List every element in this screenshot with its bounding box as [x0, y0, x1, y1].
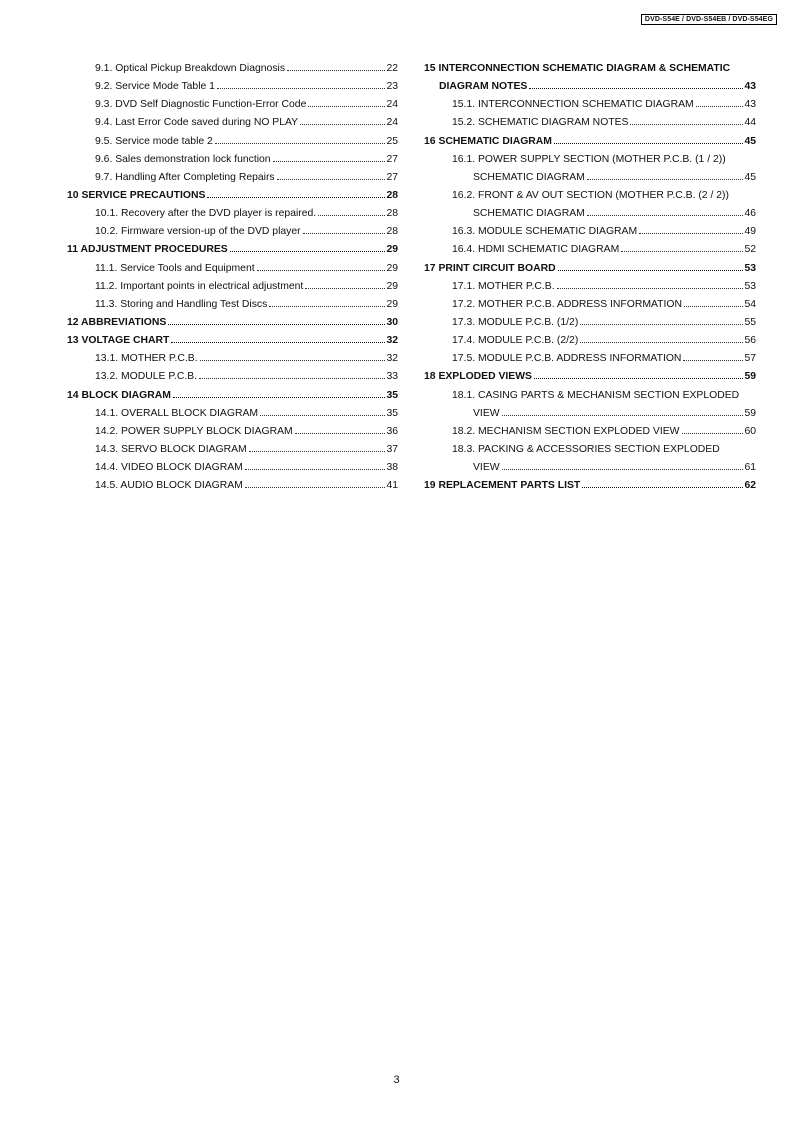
toc-entry-14-2-power-supply-block-diagram [67, 423, 398, 441]
toc-entry-18-2-mechanism-section-exploded-view [424, 423, 756, 441]
model-header: DVD-S54E / DVD-S54EB / DVD-S54EG [641, 14, 777, 25]
toc-entry-page: 28 [386, 208, 398, 220]
toc-entry-page: 61 [744, 462, 756, 474]
toc-entry-title: 18 EXPLODED VIEWS [424, 371, 532, 383]
toc-entry-title: 11.3. Storing and Handling Test Discs [95, 298, 268, 310]
toc-entry-page: 43 [744, 99, 756, 111]
dot-leader [554, 143, 743, 144]
toc-entry-17-4-module-p-c-b-2-2 [424, 332, 756, 350]
toc-entry-page: 29 [386, 280, 398, 292]
toc-entry-title: 17.5. MODULE P.C.B. ADDRESS INFORMATION [452, 353, 682, 365]
toc-entry-title: 14.3. SERVO BLOCK DIAGRAM [95, 443, 247, 455]
toc-entry-view [424, 405, 756, 423]
toc-entry-16-3-module-schematic-diagram [424, 223, 756, 241]
toc-entry-17-3-module-p-c-b-1-2 [424, 314, 756, 332]
toc-entry-page: 33 [386, 371, 398, 383]
toc-entry-title: 16.4. HDMI SCHEMATIC DIAGRAM [452, 244, 620, 256]
dot-leader [621, 251, 743, 252]
dot-leader [682, 433, 744, 434]
toc-entry-title: 9.2. Service Mode Table 1 [95, 81, 215, 93]
toc-entry-17-5-module-p-c-b-address-information [424, 350, 756, 368]
toc-entry-title: 13.2. MODULE P.C.B. [95, 371, 198, 383]
toc-entry-page: 36 [386, 425, 398, 437]
toc-entry-page: 23 [386, 81, 398, 93]
toc-entry-14-3-servo-block-diagram [67, 441, 398, 459]
toc-entry-page: 27 [386, 153, 398, 165]
toc-entry-16-2-front-av-out-section-mother-p-c-b-2-2 [424, 187, 756, 205]
toc-entry-15-1-interconnection-schematic-diagram [424, 96, 756, 114]
toc-entry-page: 41 [386, 480, 398, 492]
toc-entry-title: 9.4. Last Error Code saved during NO PLAY [95, 117, 299, 129]
toc-entry-page: 28 [386, 226, 398, 238]
toc-entry-title: 18.3. PACKING & ACCESSORIES SECTION EXPLODED [452, 443, 720, 455]
toc-entry-page: 32 [386, 353, 398, 365]
toc-entry-11-2-important-points-in-electrical-adjustment [67, 278, 398, 296]
dot-leader [217, 88, 385, 89]
toc-entry-16-schematic-diagram [424, 133, 756, 151]
toc-entry-17-2-mother-p-c-b-address-information [424, 296, 756, 314]
toc-entry-page: 25 [386, 135, 398, 147]
toc-entry-page: 59 [744, 407, 756, 419]
toc-entry-page: 60 [744, 425, 756, 437]
toc-entry-title: 13 VOLTAGE CHART [67, 335, 170, 347]
toc-entry-title: 9.7. Handling After Completing Repairs [95, 171, 275, 183]
toc-entry-10-1-recovery-after-the-dvd-player-is-repaired [67, 205, 398, 223]
toc-entry-page: 28 [386, 189, 398, 201]
toc-entry-page: 62 [744, 480, 756, 492]
dot-leader [277, 179, 386, 180]
toc-column-right [424, 60, 756, 495]
toc-entry-9-6-sales-demonstration-lock-function [67, 151, 398, 169]
toc-entry-page: 45 [744, 135, 756, 147]
toc-entry-page: 32 [386, 335, 398, 347]
dot-leader [287, 70, 385, 71]
toc-entry-title: 9.1. Optical Pickup Breakdown Diagnosis [95, 63, 286, 74]
toc-entry-title: VIEW [473, 407, 500, 419]
toc-entry-page: 38 [386, 462, 398, 474]
dot-leader [207, 197, 385, 198]
toc-entry-title: 18.2. MECHANISM SECTION EXPLODED VIEW [452, 425, 680, 437]
dot-leader [558, 270, 744, 271]
dot-leader [230, 251, 386, 252]
toc-entry-page: 57 [744, 353, 756, 365]
toc-entry-13-voltage-chart [67, 332, 398, 350]
dot-leader [630, 124, 743, 125]
dot-leader [502, 415, 744, 416]
toc-entry-page: 35 [386, 389, 398, 401]
toc-entry-title: 15 INTERCONNECTION SCHEMATIC DIAGRAM & SCHEMATIC [424, 63, 731, 74]
toc-entry-16-4-hdmi-schematic-diagram [424, 241, 756, 259]
toc-entry-title: 14.1. OVERALL BLOCK DIAGRAM [95, 407, 259, 419]
toc-entry-9-3-dvd-self-diagnostic-function-error-code [67, 96, 398, 114]
dot-leader [199, 378, 385, 379]
toc-entry-page: 53 [744, 280, 756, 292]
dot-leader [245, 487, 386, 488]
toc-entry-page: 24 [386, 99, 398, 111]
toc-entry-page: 35 [386, 407, 398, 419]
toc-entry-page: 29 [386, 244, 398, 256]
dot-leader [257, 270, 386, 271]
toc-column-left [67, 60, 398, 495]
toc-entry-title: 14.4. VIDEO BLOCK DIAGRAM [95, 462, 243, 474]
dot-leader [300, 124, 385, 125]
toc-entry-9-1-optical-pickup-breakdown-diagnosis [67, 60, 398, 78]
toc-entry-title: 14 BLOCK DIAGRAM [67, 389, 171, 401]
toc-entry-title: 18.1. CASING PARTS & MECHANISM SECTION EXPLODED [452, 389, 740, 401]
toc-entry-title: 12 ABBREVIATIONS [67, 316, 167, 328]
toc-entry-view [424, 459, 756, 477]
toc-entry-diagram-notes [424, 78, 756, 96]
dot-leader [684, 306, 743, 307]
toc-entry-title: DIAGRAM NOTES [439, 81, 528, 93]
toc-entry-14-4-video-block-diagram [67, 459, 398, 477]
dot-leader [529, 88, 743, 89]
toc-entry-page: 22 [386, 63, 398, 74]
dot-leader [173, 397, 386, 398]
toc-entry-page: 24 [386, 117, 398, 129]
toc-entry-page: 29 [386, 262, 398, 274]
dot-leader [587, 215, 744, 216]
dot-leader [683, 360, 743, 361]
dot-leader [502, 469, 744, 470]
toc-entry-title: 9.5. Service mode table 2 [95, 135, 213, 147]
toc-entry-schematic-diagram [424, 169, 756, 187]
toc-entry-title: 15.2. SCHEMATIC DIAGRAM NOTES [452, 117, 629, 129]
toc-entry-9-5-service-mode-table-2 [67, 133, 398, 151]
toc-entry-13-2-module-p-c-b [67, 368, 398, 386]
dot-leader [318, 215, 385, 216]
toc-entry-17-1-mother-p-c-b [424, 278, 756, 296]
toc-entry-11-adjustment-procedures [67, 241, 398, 259]
toc-entry-18-exploded-views [424, 368, 756, 386]
toc-entry-title: 17.1. MOTHER P.C.B. [452, 280, 555, 292]
toc-entry-page: 44 [744, 117, 756, 129]
toc-entry-page: 37 [386, 443, 398, 455]
toc-entry-page: 43 [744, 81, 756, 93]
toc-entry-title: 17.4. MODULE P.C.B. (2/2) [452, 335, 579, 347]
toc-entry-title: 17 PRINT CIRCUIT BOARD [424, 262, 556, 274]
toc-entry-page: 29 [386, 298, 398, 310]
toc-entry-title: 13.1. MOTHER P.C.B. [95, 353, 198, 365]
toc-entry-14-5-audio-block-diagram [67, 477, 398, 495]
toc-entry-page: 56 [744, 335, 756, 347]
dot-leader [308, 106, 385, 107]
toc-entry-page: 53 [744, 262, 756, 274]
toc-entry-schematic-diagram [424, 205, 756, 223]
toc-entry-title: 11 ADJUSTMENT PROCEDURES [67, 244, 228, 256]
toc-entry-12-abbreviations [67, 314, 398, 332]
dot-leader [249, 451, 386, 452]
toc-entry-9-7-handling-after-completing-repairs [67, 169, 398, 187]
toc-entry-page: 45 [744, 171, 756, 183]
toc-entry-title: 11.1. Service Tools and Equipment [95, 262, 255, 274]
toc-entry-title: 14.2. POWER SUPPLY BLOCK DIAGRAM [95, 425, 293, 437]
toc-entry-page: 59 [744, 371, 756, 383]
dot-leader [200, 360, 386, 361]
toc-entry-page: 49 [744, 226, 756, 238]
dot-leader [557, 288, 744, 289]
toc-entry-page: 27 [386, 171, 398, 183]
dot-leader [171, 342, 385, 343]
toc-entry-title: 9.3. DVD Self Diagnostic Function-Error Code [95, 99, 307, 111]
toc-entry-title: 16.2. FRONT & AV OUT SECTION (MOTHER P.C.B. (2 / 2)) [452, 189, 729, 201]
toc-entry-title: 16 SCHEMATIC DIAGRAM [424, 135, 552, 147]
toc-entry-14-1-overall-block-diagram [67, 405, 398, 423]
dot-leader [696, 106, 744, 107]
toc-entry-10-service-precautions [67, 187, 398, 205]
dot-leader [580, 324, 743, 325]
toc-entry-title: 16.3. MODULE SCHEMATIC DIAGRAM [452, 226, 638, 238]
toc-entry-16-1-power-supply-section-mother-p-c-b-1-2 [424, 151, 756, 169]
toc-entry-13-1-mother-p-c-b [67, 350, 398, 368]
dot-leader [269, 306, 385, 307]
toc-entry-title: SCHEMATIC DIAGRAM [473, 208, 585, 220]
toc-entry-page: 52 [744, 244, 756, 256]
toc-entry-15-interconnection-schematic-diagram-schematic [424, 60, 756, 78]
toc-entry-17-print-circuit-board [424, 260, 756, 278]
toc-entry-title: 11.2. Important points in electrical adjustment [95, 280, 304, 292]
dot-leader [260, 415, 385, 416]
dot-leader [215, 143, 386, 144]
toc-entry-title: 17.3. MODULE P.C.B. (1/2) [452, 316, 579, 328]
toc-entry-18-1-casing-parts-mechanism-section-exploded [424, 387, 756, 405]
toc-entry-title: 19 REPLACEMENT PARTS LIST [424, 480, 581, 492]
toc-entry-9-4-last-error-code-saved-during-no-play [67, 114, 398, 132]
toc-entry-9-2-service-mode-table-1 [67, 78, 398, 96]
page-number: 3 [393, 1074, 400, 1086]
dot-leader [295, 433, 386, 434]
dot-leader [305, 288, 385, 289]
dot-leader [245, 469, 386, 470]
toc-entry-page: 46 [744, 208, 756, 220]
toc-entry-18-3-packing-accessories-section-exploded [424, 441, 756, 459]
toc-entry-title: VIEW [473, 462, 500, 474]
toc-entry-title: 10.1. Recovery after the DVD player is repaired. [95, 208, 317, 220]
toc-entry-page: 55 [744, 316, 756, 328]
dot-leader [587, 179, 744, 180]
toc-entry-title: 14.5. AUDIO BLOCK DIAGRAM [95, 480, 243, 492]
toc-entry-title: 17.2. MOTHER P.C.B. ADDRESS INFORMATION [452, 298, 682, 310]
toc-entry-14-block-diagram [67, 387, 398, 405]
toc-entry-page: 30 [386, 316, 398, 328]
toc-entry-19-replacement-parts-list [424, 477, 756, 495]
toc-entry-title: SCHEMATIC DIAGRAM [473, 171, 585, 183]
dot-leader [639, 233, 743, 234]
dot-leader [273, 161, 386, 162]
toc-entry-10-2-firmware-version-up-of-the-dvd-player [67, 223, 398, 241]
dot-leader [582, 487, 743, 488]
dot-leader [168, 324, 385, 325]
dot-leader [534, 378, 743, 379]
toc-entry-11-3-storing-and-handling-test-discs [67, 296, 398, 314]
toc-entry-title: 16.1. POWER SUPPLY SECTION (MOTHER P.C.B. (1 / 2)) [452, 153, 726, 165]
toc-entry-15-2-schematic-diagram-notes [424, 114, 756, 132]
toc-entry-title: 9.6. Sales demonstration lock function [95, 153, 271, 165]
toc-entry-page: 54 [744, 298, 756, 310]
toc-entry-title: 10 SERVICE PRECAUTIONS [67, 189, 206, 201]
toc-entry-11-1-service-tools-and-equipment [67, 260, 398, 278]
dot-leader [580, 342, 743, 343]
dot-leader [303, 233, 386, 234]
toc-entry-title: 10.2. Firmware version-up of the DVD player [95, 226, 301, 238]
toc-entry-title: 15.1. INTERCONNECTION SCHEMATIC DIAGRAM [452, 99, 694, 111]
